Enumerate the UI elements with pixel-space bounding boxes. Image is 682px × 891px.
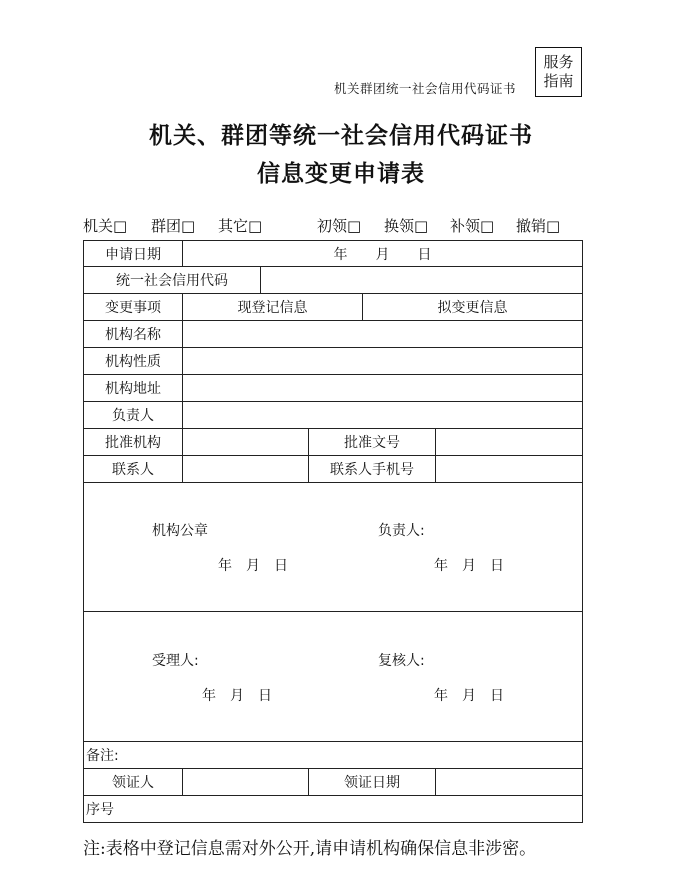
principal-sign-date: 年 月 日 <box>434 558 504 574</box>
principal-sign-label: 负责人: <box>378 523 425 539</box>
principal-label: 负责人 <box>112 408 154 424</box>
badge-line-1: 服务 <box>543 53 574 71</box>
approval-doc-label: 批准文号 <box>308 429 435 455</box>
page-subtitle: 信息变更申请表 <box>257 161 425 187</box>
receiver-field[interactable] <box>182 769 308 795</box>
option-chexiao[interactable]: 撤销□ <box>516 217 561 235</box>
org-nature-field[interactable] <box>182 348 582 374</box>
credit-code-field[interactable] <box>260 267 582 293</box>
change-item-row <box>83 294 583 321</box>
approval-doc-field[interactable] <box>435 429 582 455</box>
apply-date-field[interactable]: 年 月 日 <box>182 241 582 266</box>
remarks-row <box>83 742 583 769</box>
change-item-label: 变更事项 <box>105 300 161 316</box>
service-guide-badge <box>535 47 582 97</box>
contact-label: 联系人 <box>112 462 154 478</box>
reviewer-label: 复核人: <box>378 653 425 669</box>
reviewer-date: 年 月 日 <box>434 688 504 704</box>
org-name-row <box>83 321 583 348</box>
org-nature-row <box>83 348 583 375</box>
receiver-label: 领证人 <box>112 775 154 791</box>
org-nature-label: 机构性质 <box>105 354 161 370</box>
receive-date-label: 领证日期 <box>308 769 435 795</box>
contact-phone-label: 联系人手机号 <box>308 456 435 482</box>
principal-row <box>83 402 583 429</box>
seal-date: 年 月 日 <box>218 558 288 574</box>
option-qita[interactable]: 其它□ <box>218 217 263 235</box>
change-application-form <box>83 240 583 823</box>
option-quntuan[interactable]: 群团□ <box>151 217 196 235</box>
option-chuling[interactable]: 初领□ <box>317 217 362 235</box>
footer-note: 注:表格中登记信息需对外公开,请申请机构确保信息非涉密。 <box>83 839 537 859</box>
receiver-row <box>83 769 583 796</box>
org-address-row <box>83 375 583 402</box>
seal-label: 机构公章 <box>152 523 208 539</box>
credit-code-row <box>83 267 583 294</box>
acceptor-label: 受理人: <box>152 653 199 669</box>
badge-line-2: 指南 <box>543 72 574 90</box>
principal-field[interactable] <box>182 402 582 428</box>
option-jiguan[interactable]: 机关□ <box>83 217 128 235</box>
serial-label[interactable]: 序号 <box>86 802 114 818</box>
receive-date-field[interactable] <box>435 769 582 795</box>
apply-date-label: 申请日期 <box>105 246 161 263</box>
header-subtitle: 机关群团统一社会信用代码证书 <box>334 81 517 96</box>
apply-date-row <box>83 240 583 267</box>
org-address-field[interactable] <box>182 375 582 401</box>
page-title: 机关、群团等统一社会信用代码证书 <box>149 123 533 149</box>
credit-code-label: 统一社会信用代码 <box>116 273 228 289</box>
org-address-label: 机构地址 <box>105 381 161 397</box>
approval-row <box>83 429 583 456</box>
approval-org-field[interactable] <box>182 429 308 455</box>
acceptor-date: 年 月 日 <box>202 688 272 704</box>
remarks-label[interactable]: 备注: <box>86 748 119 764</box>
org-name-label: 机构名称 <box>105 327 161 343</box>
contact-row <box>83 456 583 483</box>
contact-field[interactable] <box>182 456 308 482</box>
option-huanling[interactable]: 换领□ <box>384 217 429 235</box>
approval-org-label: 批准机构 <box>105 435 161 451</box>
review-block[interactable] <box>83 612 583 742</box>
current-info-header: 现登记信息 <box>182 294 362 320</box>
contact-phone-field[interactable] <box>435 456 582 482</box>
planned-info-header: 拟变更信息 <box>362 294 582 320</box>
seal-signature-block[interactable] <box>83 483 583 612</box>
org-name-field[interactable] <box>182 321 582 347</box>
option-buling[interactable]: 补领□ <box>450 217 495 235</box>
serial-row <box>83 796 583 823</box>
